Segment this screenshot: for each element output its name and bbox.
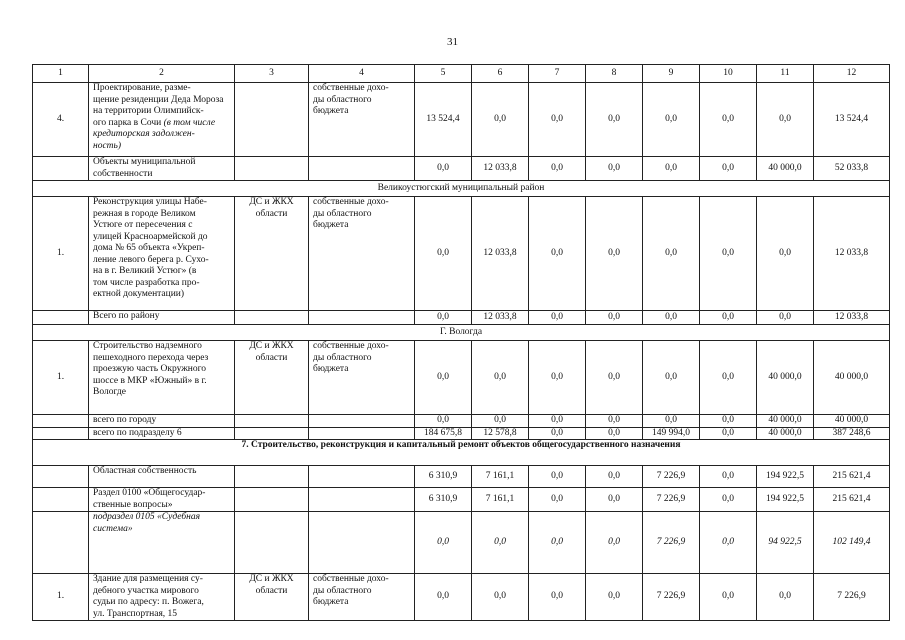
value-cell: 0,0	[586, 197, 643, 311]
value-cell: 0,0	[529, 488, 586, 512]
table-body	[33, 65, 890, 621]
row-number	[33, 427, 89, 440]
subtotal-name: всего по подразделу 6	[89, 427, 235, 440]
executor	[235, 512, 309, 574]
value-cell: 387 248,6	[814, 427, 890, 440]
budget-table	[32, 64, 890, 621]
executor	[235, 311, 309, 325]
value-cell: 40 000,0	[757, 341, 814, 415]
executor	[235, 466, 309, 488]
column-header: 2	[89, 65, 235, 83]
value-cell: 0,0	[529, 311, 586, 325]
value-cell: 0,0	[643, 415, 700, 428]
value-cell: 0,0	[586, 488, 643, 512]
value-cell: 6 310,9	[415, 488, 472, 512]
funding-source: собственные дохо- ды областного бюджета	[309, 83, 415, 157]
value-cell: 0,0	[586, 466, 643, 488]
row-number: 1.	[33, 341, 89, 415]
funding-source	[309, 512, 415, 574]
funding-source	[309, 415, 415, 428]
executor	[235, 83, 309, 157]
value-cell: 0,0	[529, 466, 586, 488]
object-name: Строительство надземного пешеходного перехода через проезжую часть Окружного шоссе в МКР «Южный» в г. Вологде	[89, 341, 235, 415]
value-cell: 0,0	[643, 197, 700, 311]
object-name	[89, 83, 235, 157]
value-cell: 194 922,5	[757, 488, 814, 512]
value-cell: 0,0	[643, 83, 700, 157]
table-row	[33, 341, 890, 415]
value-cell: 0,0	[757, 311, 814, 325]
value-cell: 0,0	[700, 512, 757, 574]
table-row	[33, 311, 890, 325]
value-cell: 0,0	[643, 157, 700, 181]
funding-source	[309, 466, 415, 488]
table-row	[33, 440, 890, 466]
value-cell: 0,0	[700, 574, 757, 621]
value-cell: 40 000,0	[757, 157, 814, 181]
column-header: 5	[415, 65, 472, 83]
value-cell: 0,0	[757, 83, 814, 157]
subtotal-name: Областная собственность	[89, 466, 235, 488]
value-cell: 0,0	[415, 512, 472, 574]
value-cell: 0,0	[586, 574, 643, 621]
value-cell: 0,0	[472, 415, 529, 428]
value-cell: 0,0	[757, 197, 814, 311]
subtotal-name: Всего по району	[89, 311, 235, 325]
page-number: 31	[447, 36, 458, 48]
subtotal-name: подраздел 0105 «Судебная система»	[89, 512, 235, 574]
row-number	[33, 488, 89, 512]
row-number: 4.	[33, 83, 89, 157]
value-cell: 0,0	[472, 574, 529, 621]
executor	[235, 427, 309, 440]
value-cell: 12 578,8	[472, 427, 529, 440]
value-cell: 0,0	[415, 574, 472, 621]
value-cell: 0,0	[529, 83, 586, 157]
value-cell: 102 149,4	[814, 512, 890, 574]
value-cell: 40 000,0	[757, 427, 814, 440]
table-row	[33, 415, 890, 428]
row-number	[33, 512, 89, 574]
executor	[235, 488, 309, 512]
column-header: 10	[700, 65, 757, 83]
value-cell: 0,0	[700, 197, 757, 311]
value-cell: 149 994,0	[643, 427, 700, 440]
value-cell: 0,0	[415, 415, 472, 428]
value-cell: 0,0	[586, 341, 643, 415]
section-title: 7. Строительство, реконструкция и капитальный ремонт объектов общегосударственного назначения	[33, 440, 890, 466]
value-cell: 94 922,5	[757, 512, 814, 574]
value-cell: 7 226,9	[814, 574, 890, 621]
value-cell: 12 033,8	[472, 311, 529, 325]
value-cell: 0,0	[757, 574, 814, 621]
executor: ДС и ЖКХ области	[235, 574, 309, 621]
funding-source	[309, 488, 415, 512]
value-cell: 7 226,9	[643, 574, 700, 621]
value-cell: 0,0	[415, 311, 472, 325]
value-cell: 0,0	[700, 415, 757, 428]
value-cell: 0,0	[700, 83, 757, 157]
value-cell: 0,0	[700, 466, 757, 488]
column-header: 8	[586, 65, 643, 83]
value-cell: 7 161,1	[472, 488, 529, 512]
value-cell: 194 922,5	[757, 466, 814, 488]
table-row	[33, 512, 890, 574]
value-cell: 12 033,8	[814, 197, 890, 311]
value-cell: 0,0	[415, 157, 472, 181]
value-cell: 12 033,8	[472, 197, 529, 311]
value-cell: 7 161,1	[472, 466, 529, 488]
funding-source: собственные дохо- ды областного бюджета	[309, 197, 415, 311]
value-cell: 0,0	[700, 427, 757, 440]
object-name: Реконструкция улицы Набе- режная в городе Великом Устюге от пересечения с улицей Красноармейской до дома № 65 объекта «Укреп- ление левого берега р. Сухо- на в г. Великий Устюг» (в том числе разработка про- ектной документации)	[89, 197, 235, 311]
header-row	[33, 65, 890, 83]
value-cell: 0,0	[472, 83, 529, 157]
column-header: 7	[529, 65, 586, 83]
funding-source: собственные дохо- ды областного бюджета	[309, 574, 415, 621]
value-cell: 13 524,4	[814, 83, 890, 157]
value-cell: 0,0	[700, 341, 757, 415]
value-cell: 7 226,9	[643, 466, 700, 488]
subtotal-name: Раздел 0100 «Общегосудар- ственные вопросы»	[89, 488, 235, 512]
table-row	[33, 157, 890, 181]
table-row	[33, 427, 890, 440]
funding-source	[309, 427, 415, 440]
value-cell: 0,0	[700, 157, 757, 181]
section-title: Г. Вологда	[33, 325, 890, 341]
column-header: 3	[235, 65, 309, 83]
column-header: 12	[814, 65, 890, 83]
value-cell: 0,0	[643, 311, 700, 325]
value-cell: 0,0	[586, 83, 643, 157]
object-name-note: (в том числе кредиторская задолжен- ность)	[93, 117, 216, 151]
executor	[235, 157, 309, 181]
row-number	[33, 311, 89, 325]
funding-source	[309, 157, 415, 181]
subtotal-name: Объекты муниципальной собственности	[89, 157, 235, 181]
value-cell: 12 033,8	[472, 157, 529, 181]
value-cell: 40 000,0	[814, 415, 890, 428]
subtotal-name: всего по городу	[89, 415, 235, 428]
column-header: 1	[33, 65, 89, 83]
value-cell: 0,0	[529, 341, 586, 415]
executor: ДС и ЖКХ области	[235, 197, 309, 311]
value-cell: 0,0	[529, 197, 586, 311]
row-number: 1.	[33, 574, 89, 621]
value-cell: 7 226,9	[643, 512, 700, 574]
table-row	[33, 466, 890, 488]
value-cell: 0,0	[529, 427, 586, 440]
table-row	[33, 83, 890, 157]
funding-source	[309, 311, 415, 325]
value-cell: 0,0	[586, 427, 643, 440]
row-number: 1.	[33, 197, 89, 311]
value-cell: 0,0	[700, 488, 757, 512]
value-cell: 0,0	[472, 341, 529, 415]
table-row	[33, 325, 890, 341]
section-title: Великоустюгский муниципальный район	[33, 181, 890, 197]
value-cell: 6 310,9	[415, 466, 472, 488]
value-cell: 0,0	[643, 341, 700, 415]
value-cell: 52 033,8	[814, 157, 890, 181]
value-cell: 0,0	[586, 415, 643, 428]
value-cell: 40 000,0	[757, 415, 814, 428]
value-cell: 0,0	[529, 574, 586, 621]
object-name-main: Проектирование, разме- щение резиденции Деда Мороза на территории Олимпийск- ого парка в Сочи	[93, 83, 224, 128]
value-cell: 7 226,9	[643, 488, 700, 512]
value-cell: 184 675,8	[415, 427, 472, 440]
value-cell: 0,0	[415, 341, 472, 415]
value-cell: 0,0	[700, 311, 757, 325]
column-header: 4	[309, 65, 415, 83]
value-cell: 0,0	[529, 415, 586, 428]
funding-source: собственные дохо- ды областного бюджета	[309, 341, 415, 415]
column-header: 11	[757, 65, 814, 83]
value-cell: 0,0	[529, 512, 586, 574]
row-number	[33, 157, 89, 181]
executor: ДС и ЖКХ области	[235, 341, 309, 415]
value-cell: 215 621,4	[814, 488, 890, 512]
table-row	[33, 488, 890, 512]
value-cell: 0,0	[415, 197, 472, 311]
table-row	[33, 197, 890, 311]
column-header: 9	[643, 65, 700, 83]
value-cell: 0,0	[472, 512, 529, 574]
value-cell: 0,0	[586, 311, 643, 325]
value-cell: 40 000,0	[814, 341, 890, 415]
value-cell: 215 621,4	[814, 466, 890, 488]
executor	[235, 415, 309, 428]
object-name: Здание для размещения су- дебного участка мирового судьи по адресу: п. Вожега, ул. Транспортная, 15	[89, 574, 235, 621]
value-cell: 13 524,4	[415, 83, 472, 157]
column-header: 6	[472, 65, 529, 83]
value-cell: 0,0	[529, 157, 586, 181]
row-number	[33, 466, 89, 488]
row-number	[33, 415, 89, 428]
value-cell: 0,0	[586, 512, 643, 574]
value-cell: 12 033,8	[814, 311, 890, 325]
value-cell: 0,0	[586, 157, 643, 181]
table-row	[33, 574, 890, 621]
table-row	[33, 181, 890, 197]
